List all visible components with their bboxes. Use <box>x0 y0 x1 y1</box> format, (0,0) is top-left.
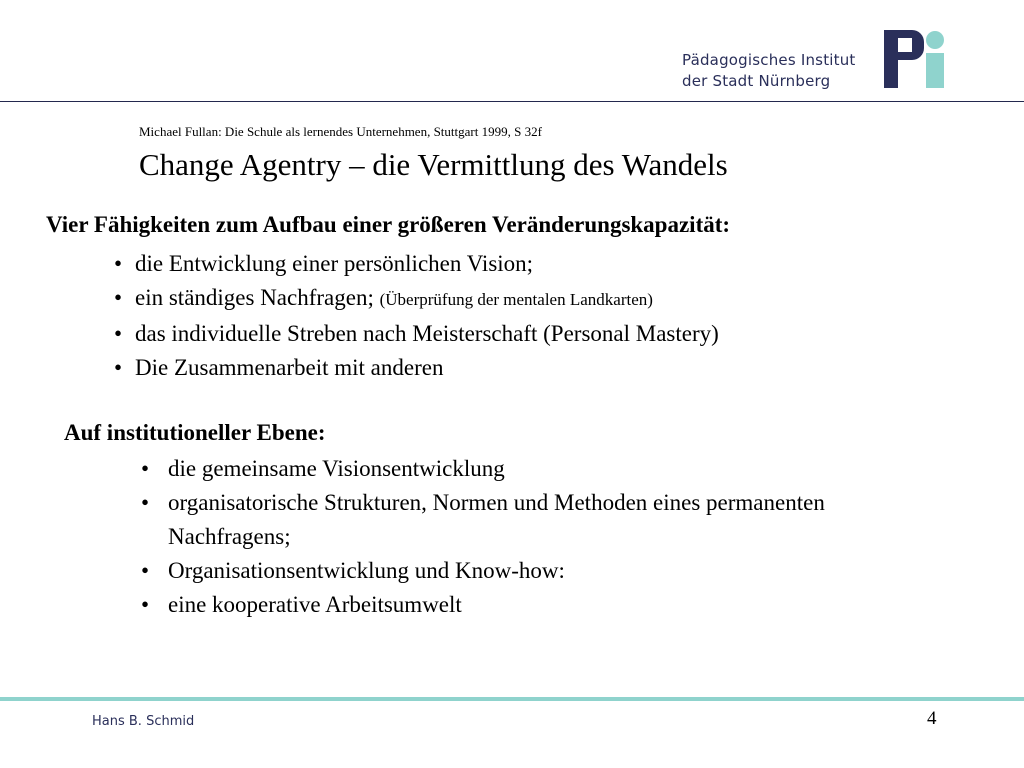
list-item <box>141 588 848 622</box>
list-item <box>141 452 848 486</box>
list-item-text: eine kooperative Arbeitsumwelt <box>168 592 462 617</box>
bullet-icon: • <box>114 285 123 310</box>
page-number: 4 <box>927 708 937 729</box>
institutional-list <box>141 452 848 622</box>
slide-title: Change Agentry – die Vermittlung des Wandels <box>139 147 728 182</box>
logo-p-counter <box>898 38 912 52</box>
institute-logo <box>884 30 946 88</box>
footer-divider <box>0 697 1024 701</box>
list-item-text: die Entwicklung einer persönlichen Vision; <box>135 251 534 276</box>
list-item <box>114 281 719 317</box>
list-item-text: Organisationsentwicklung und Know-how: <box>168 558 565 583</box>
list-item-text: ein ständiges Nachfragen; <box>135 285 380 310</box>
logo-i-stem <box>926 53 944 88</box>
bullet-icon: • <box>141 456 150 481</box>
list-item-note: (Überprüfung der mentalen Landkarten) <box>379 290 653 309</box>
bullet-icon: • <box>141 558 150 583</box>
list-item <box>114 351 719 385</box>
list-item-text: das individuelle Streben nach Meisterschaft (Personal Mastery) <box>135 321 719 346</box>
source-citation: Michael Fullan: Die Schule als lernendes Unternehmen, Stuttgart 1999, S 32f <box>139 124 542 139</box>
organization-name-line1: Pädagogisches Institut <box>682 51 856 69</box>
list-item <box>114 317 719 351</box>
list-item-text: organisatorische Strukturen, Normen und Methoden eines permanenten Nachfragens; <box>168 490 825 549</box>
bullet-icon: • <box>114 321 123 346</box>
capacities-list <box>114 247 719 385</box>
list-item <box>114 247 719 281</box>
section-heading-institutional: Auf institutioneller Ebene: <box>64 420 326 445</box>
list-item-text: Die Zusammenarbeit mit anderen <box>135 355 444 380</box>
bullet-icon: • <box>114 251 123 276</box>
bullet-icon: • <box>141 490 150 515</box>
list-item <box>141 554 848 588</box>
bullet-icon: • <box>141 592 150 617</box>
author-name: Hans B. Schmid <box>92 714 195 729</box>
header-divider <box>0 101 1024 102</box>
list-item <box>141 486 848 554</box>
bullet-icon: • <box>114 355 123 380</box>
organization-name <box>682 50 856 92</box>
section-heading-capacities: Vier Fähigkeiten zum Aufbau einer größeren Veränderungskapazität: <box>46 212 731 237</box>
logo-i-dot <box>926 31 944 49</box>
organization-name-line2: der Stadt Nürnberg <box>682 72 831 90</box>
list-item-text: die gemeinsame Visionsentwicklung <box>168 456 505 481</box>
